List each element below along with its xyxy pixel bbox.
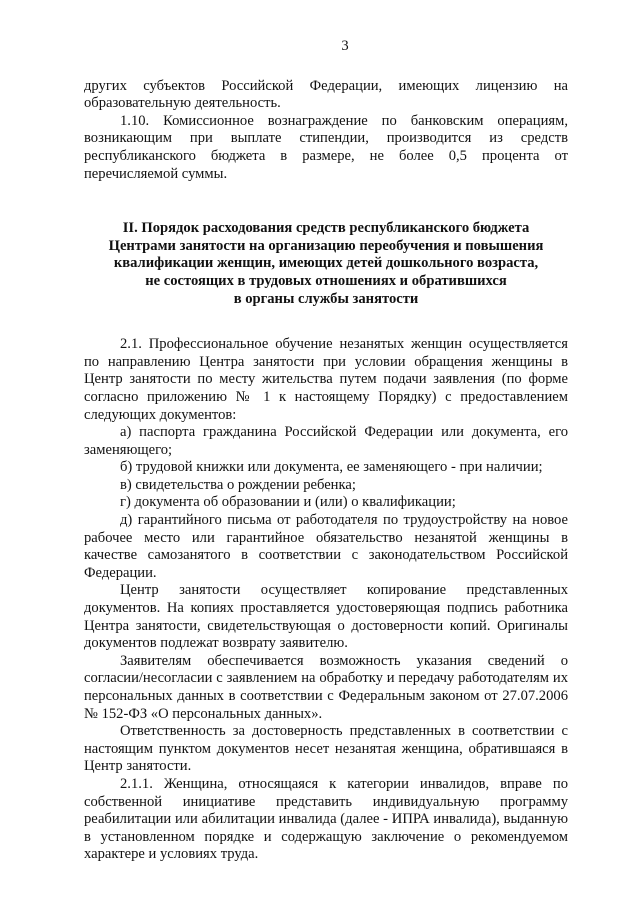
- section-heading-line-2: Центрами занятости на организацию переобучения и повышения: [108, 237, 544, 254]
- section-heading: [84, 220, 568, 308]
- intro-paragraph-1: других субъектов Российской Федерации, имеющих лицензию на образовательную деятельность.: [84, 77, 568, 112]
- clause-1-10: 1.10. Комиссионное вознаграждение по банковским операциям, возникающим при выплате стипендии, производится из средств республиканского бюджета в размере, не более 0,5 процента от перечисляемой суммы.: [84, 112, 568, 182]
- section-heading-line-3: квалификации женщин, имеющих детей дошкольного возраста,: [113, 255, 539, 272]
- page-number: 3: [341, 38, 349, 54]
- consent-paragraph: Заявителям обеспечивается возможность указания сведений о согласии/несогласии с заявлением на обработку и передачу работодателям их персональных данных в соответствии с Федеральным законом от 27.07.2006 № 152-ФЗ «О персональных данных».: [84, 652, 568, 722]
- copy-paragraph: Центр занятости осуществляет копирование представленных документов. На копиях проставляется удостоверяющая подпись работника Центра занятости, свидетельствующая о достоверности копий. Оригиналы документов подлежат возврату заявителю.: [84, 582, 568, 652]
- section-heading-line-1: II. Порядок расходования средств республиканского бюджета: [122, 220, 530, 237]
- document-page: [84, 38, 568, 864]
- section-heading-line-4: не состоящих в трудовых отношениях и обратившихся: [145, 272, 507, 289]
- section-heading-line-5: в органы службы занятости: [233, 290, 419, 307]
- responsibility-paragraph: Ответственность за достоверность представленных в соответствии с настоящим пунктом документов несет незанятая женщина, обратившаяся в Центр занятости.: [84, 723, 568, 775]
- list-item-b: б) трудовой книжки или документа, ее заменяющего - при наличии;: [120, 459, 543, 476]
- list-item-d: д) гарантийного письма от работодателя по трудоустройству на новое рабочее место или гарантийное обязательство незанятой женщины в качестве самозанятого в соответствии с законодательством Российской Федерации.: [84, 512, 568, 581]
- list-item-a: а) паспорта гражданина Российской Федерации или документа, его заменяющего;: [84, 424, 568, 458]
- list-item-g: г) документа об образовании и (или) о квалификации;: [120, 494, 456, 511]
- clause-2-1: 2.1. Профессиональное обучение незанятых женщин осуществляется по направлению Центра занятости при условии обращения женщины в Центр занятости по месту жительства путем подачи заявления (по форме согласно приложению № 1 к настоящему Порядку) с предоставлением следующих документов:: [84, 336, 568, 423]
- list-item-v: в) свидетельства о рождении ребенка;: [120, 476, 356, 493]
- clause-2-1-1: 2.1.1. Женщина, относящаяся к категории инвалидов, вправе по собственной инициативе представить индивидуальную программу реабилитации или абилитации инвалида (далее - ИПРА инвалида), выданную в установленном порядке и содержащую заключение о рекомендуемом характере и условиях труда.: [84, 775, 568, 863]
